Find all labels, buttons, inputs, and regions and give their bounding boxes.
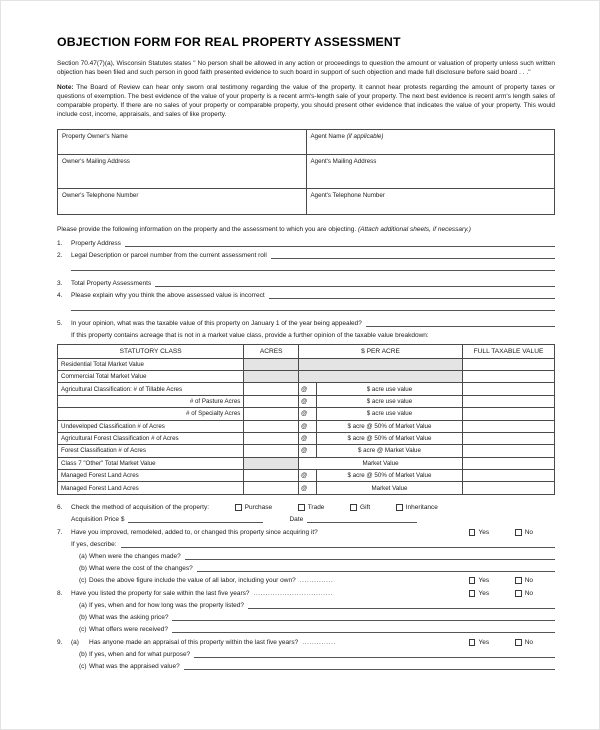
lead-in-italic: (Attach additional sheets, if necessary.) [357,225,471,233]
cell-full-taxable-value[interactable] [463,370,555,382]
item-9b-input[interactable] [194,650,555,658]
item-5-label: In your opinion, what was the taxable value of this property on January 1 of the year being appealed? [71,319,362,327]
cell-per-acre: $ acre @ Market Value [316,445,462,457]
table-row [58,358,555,370]
item-4-input-line2[interactable] [71,303,555,311]
table-row [58,432,555,444]
label-7-no: No [524,528,533,536]
table-row [58,188,555,214]
cell-full-taxable-value[interactable] [463,383,555,395]
checkbox-8-yes[interactable] [469,590,476,597]
agent-address-cell[interactable] [306,154,555,188]
item-4-continuation [57,301,555,311]
item-6-label: Check the method of acquisition of the property: [71,503,210,511]
cell-full-taxable-value[interactable] [463,470,555,482]
cell-statutory-class: Commercial Total Market Value [58,370,244,382]
item-6-acquisition [57,513,555,523]
item-4-number: 4. [57,291,63,299]
label-trade: Trade [307,503,325,511]
item-2-number: 2. [57,251,63,259]
label-7c-yes: Yes [478,576,490,584]
label-gift: Gift [360,503,371,511]
cell-full-taxable-value[interactable] [463,395,555,407]
item-9b [57,648,555,658]
item-1-label: Property Address [71,239,121,247]
label-8-yes: Yes [478,589,490,597]
item-7c [57,574,555,584]
checkbox-8-no[interactable] [515,590,522,597]
item-9a-label: Has anyone made an appraisal of this property within the last five years? [89,638,299,646]
cell-at-symbol: @ [299,482,317,494]
assessment-table-header-row [58,344,555,358]
table-row [58,154,555,188]
cell-acres [244,457,299,469]
table-row [58,395,555,407]
item-5-input[interactable] [366,319,555,327]
item-9a-marker: (a) [71,638,79,646]
item-9a [57,636,555,646]
item-8-number: 8. [57,589,63,597]
owner-phone-cell[interactable] [58,188,307,214]
item-8a-input[interactable] [248,601,555,609]
item-8c-label: What offers were received? [89,625,168,633]
cell-per-acre: $ acre use value [316,408,462,420]
cell-full-taxable-value[interactable] [463,358,555,370]
checkbox-option-8-no[interactable] [515,590,533,597]
label-purchase: Purchase [244,503,273,511]
item-8a [57,599,555,609]
label-inheritance: Inheritance [405,503,438,511]
acquisition-date-label: Date [289,515,304,523]
item-3-number: 3. [57,279,63,287]
cell-statutory-class: # of Pasture Acres [58,395,244,407]
table-row [58,370,555,382]
agent-name-cell[interactable] [306,129,555,154]
item-7 [57,526,555,536]
checkbox-option-9a-yes[interactable] [469,639,489,646]
cell-acres[interactable] [244,408,299,420]
checkbox-option-7-no[interactable] [515,529,533,536]
assessment-table-body [58,358,555,494]
checkbox-option-inheritance[interactable] [396,504,438,511]
item-9-number: 9. [57,638,63,646]
cell-statutory-class: Agricultural Forest Classification # of Acres [58,432,244,444]
cell-per-acre: $ acre use value [316,395,462,407]
checkbox-inheritance[interactable] [396,504,403,511]
statute-paragraph: Section 70.47(7)(a), Wisconsin Statutes states " No person shall be allowed in any action or proceedings to question the amount or valuation of property unless such written objection has been filed and such person in good faith presented evidence to such board in support of such objection and made full disclosure before said board . . ." [57,60,555,77]
item-7b-input[interactable] [197,564,555,572]
cell-statutory-class: # of Specialty Acres [58,408,244,420]
item-4-input[interactable] [269,291,555,299]
item-7-ifyes-label: If yes, describe: [71,540,117,548]
item-9a-leader: .............. [302,638,336,646]
item-2-input[interactable] [271,251,555,259]
item-7c-marker: (c) [79,576,87,584]
checkbox-option-7-yes[interactable] [469,529,489,536]
item-2-label: Legal Description or parcel number from the current assessment roll [71,251,267,259]
owner-phone-label: Owner's Telephone Number [62,191,139,199]
owner-name-label: Property Owner's Name [62,132,128,140]
label-9a-no: No [524,638,533,646]
item-5-subtext [57,329,555,339]
cell-acres[interactable] [244,432,299,444]
assessment-table-wrapper [57,344,555,495]
item-8 [57,587,555,597]
item-7a [57,550,555,560]
checkbox-gift[interactable] [350,504,357,511]
cell-statutory-class: Undeveloped Classification # of Acres [58,420,244,432]
note-label: Note: [57,84,74,92]
item-7-ifyes-input[interactable] [121,540,555,548]
item-2 [57,249,555,259]
agent-phone-cell[interactable] [306,188,555,214]
assessment-table [57,344,555,495]
note-paragraph [57,83,555,119]
checkbox-7-no[interactable] [515,529,522,536]
item-9c-marker: (c) [79,662,87,670]
cell-at-symbol: @ [299,432,317,444]
cell-full-taxable-value[interactable] [463,457,555,469]
item-9c-input[interactable] [184,662,555,670]
cell-full-taxable-value[interactable] [463,420,555,432]
table-row [58,482,555,494]
contact-table [57,129,555,215]
page-title: OBJECTION FORM FOR REAL PROPERTY ASSESSMENT [57,35,401,49]
table-row [58,129,555,154]
item-5-sub-label: If this property contains acreage that is not in a market value class, provide a further opinion of the taxable value breakdown: [71,331,429,339]
item-8c [57,623,555,633]
note-text: The Board of Review can hear only sworn oral testimony regarding the value of the property. It cannot hear protests regarding the amount of property taxes or questions of exemption. The best evidence of the value of your property is a recent arm's-length sale of your property. The next best evidence is recent arm's length sales of comparable property. If there are no sales of your property or comparable property, you should present other evidence that indicates the value of your property. This would include cost, income, appraisals, and sales of like property. [57,84,555,119]
table-row [58,445,555,457]
item-7b-label: What were the cost of the changes? [89,564,193,572]
acquisition-price-label: Acquisition Price $ [71,515,125,523]
lead-in-text: Please provide the following information on the property and the assessment to which you are objecting. [57,225,358,233]
label-9a-yes: Yes [478,638,490,646]
checkbox-purchase[interactable] [235,504,242,511]
item-5-number: 5. [57,319,63,327]
cell-full-taxable-value[interactable] [463,445,555,457]
item-4-label: Please explain why you think the above assessed value is incorrect [71,291,265,299]
item-1-number: 1. [57,239,63,247]
label-7-yes: Yes [478,528,490,536]
cell-per-acre [299,370,463,382]
cell-statutory-class: Forest Classification # of Acres [58,445,244,457]
checkbox-option-gift[interactable] [350,504,370,511]
item-7c-label: Does the above figure include the value of all labor, including your own? [89,576,296,584]
acquisition-price-input[interactable] [128,515,263,523]
cell-at-symbol: @ [299,408,317,420]
cell-statutory-class: Managed Forest Land Acres [58,470,244,482]
acquisition-date-input[interactable] [307,515,417,523]
item-8a-marker: (a) [79,601,87,609]
item-8c-input[interactable] [172,625,555,633]
item-9c-label: What was the appraised value? [89,662,180,670]
item-7a-marker: (a) [79,552,87,560]
item-8b-input[interactable] [172,613,555,621]
checkbox-7c-no[interactable] [515,577,522,584]
owner-address-label: Owner's Mailing Address [62,157,130,165]
cell-statutory-class: Agricultural Classification: # of Tillable Acres [58,383,244,395]
header-full-taxable-value: FULL TAXABLE VALUE [463,344,555,358]
cell-acres[interactable] [244,395,299,407]
item-8b [57,611,555,621]
item-8-label: Have you listed the property for sale within the last five years? [71,589,250,597]
item-2-input-line2[interactable] [71,263,555,271]
cell-acres[interactable] [244,482,299,494]
cell-at-symbol: @ [299,445,317,457]
checkbox-option-9a-no[interactable] [515,639,533,646]
item-7-ifyes [57,538,555,548]
item-7c-leader: .............. [299,576,334,584]
checkbox-option-purchase[interactable] [235,504,272,511]
header-statutory-class: STATUTORY CLASS [58,344,244,358]
cell-full-taxable-value[interactable] [463,482,555,494]
cell-acres[interactable] [244,445,299,457]
label-8-no: No [524,589,533,597]
cell-acres[interactable] [244,383,299,395]
cell-statutory-class: Managed Forest Land Acres [58,482,244,494]
cell-per-acre: $ acre @ 50% of Market Value [316,420,462,432]
table-row [58,457,555,469]
item-3-input[interactable] [155,279,555,287]
cell-at-symbol: @ [299,420,317,432]
item-3 [57,277,555,287]
checkbox-7-yes[interactable] [469,529,476,536]
cell-acres[interactable] [244,470,299,482]
table-row [58,383,555,395]
agent-name-label: Agent Name [310,132,347,140]
cell-full-taxable-value[interactable] [463,408,555,420]
checkbox-option-8-yes[interactable] [469,590,489,597]
cell-full-taxable-value[interactable] [463,432,555,444]
checkbox-7c-yes[interactable] [469,577,476,584]
cell-per-acre: Market Value [299,457,463,469]
item-7b [57,562,555,572]
item-7a-label: When were the changes made? [89,552,181,560]
label-7c-no: No [524,576,533,584]
header-per-acre: $ PER ACRE [299,344,463,358]
cell-acres[interactable] [244,420,299,432]
cell-per-acre: $ acre @ 50% of Market Value [316,470,462,482]
owner-name-cell[interactable] [58,129,307,154]
cell-per-acre: $ acre @ 50% of Market Value [316,432,462,444]
item-9b-label: If yes, when and for what purpose? [89,650,191,658]
cell-acres [244,358,299,370]
item-1-input[interactable] [125,239,555,247]
agent-address-label: Agent's Mailing Address [310,157,377,165]
owner-address-cell[interactable] [58,154,307,188]
checkbox-trade[interactable] [298,504,305,511]
item-3-label: Total Property Assessments [71,279,152,287]
cell-at-symbol: @ [299,395,317,407]
item-7b-marker: (b) [79,564,87,572]
checkbox-option-7c-yes[interactable] [469,577,489,584]
item-8b-label: What was the asking price? [89,613,169,621]
item-8-leader: ................................. [253,589,333,597]
checkbox-9a-no[interactable] [515,639,522,646]
agent-phone-label: Agent's Telephone Number [310,191,385,199]
item-9c [57,660,555,670]
item-8b-marker: (b) [79,613,87,621]
table-row [58,420,555,432]
header-acres: ACRES [244,344,299,358]
item-1 [57,237,555,247]
cell-per-acre: Market Value [316,482,462,494]
cell-acres [244,370,299,382]
cell-statutory-class: Residential Total Market Value [58,358,244,370]
checkbox-option-7c-no[interactable] [515,577,533,584]
item-6 [57,501,555,511]
checkbox-9a-yes[interactable] [469,639,476,646]
item-8a-label: If yes, when and for how long was the property listed? [89,601,245,609]
cell-at-symbol: @ [299,383,317,395]
lead-in-instruction [57,226,555,233]
item-7-number: 7. [57,528,63,536]
item-6-number: 6. [57,503,63,511]
item-2-continuation [57,261,555,271]
cell-statutory-class: Class 7 "Other" Total Market Value [58,457,244,469]
item-7a-input[interactable] [185,552,555,560]
agent-name-note: (if applicable) [346,132,384,140]
item-4 [57,289,555,299]
table-row [58,470,555,482]
checkbox-option-trade[interactable] [298,504,324,511]
item-7-label: Have you improved, remodeled, added to, or changed this property since acquiring it? [71,528,318,536]
item-9b-marker: (b) [79,650,87,658]
table-row [58,408,555,420]
cell-per-acre: $ acre use value [316,383,462,395]
cell-at-symbol: @ [299,470,317,482]
cell-per-acre [299,358,463,370]
item-8c-marker: (c) [79,625,87,633]
item-5 [57,317,555,327]
